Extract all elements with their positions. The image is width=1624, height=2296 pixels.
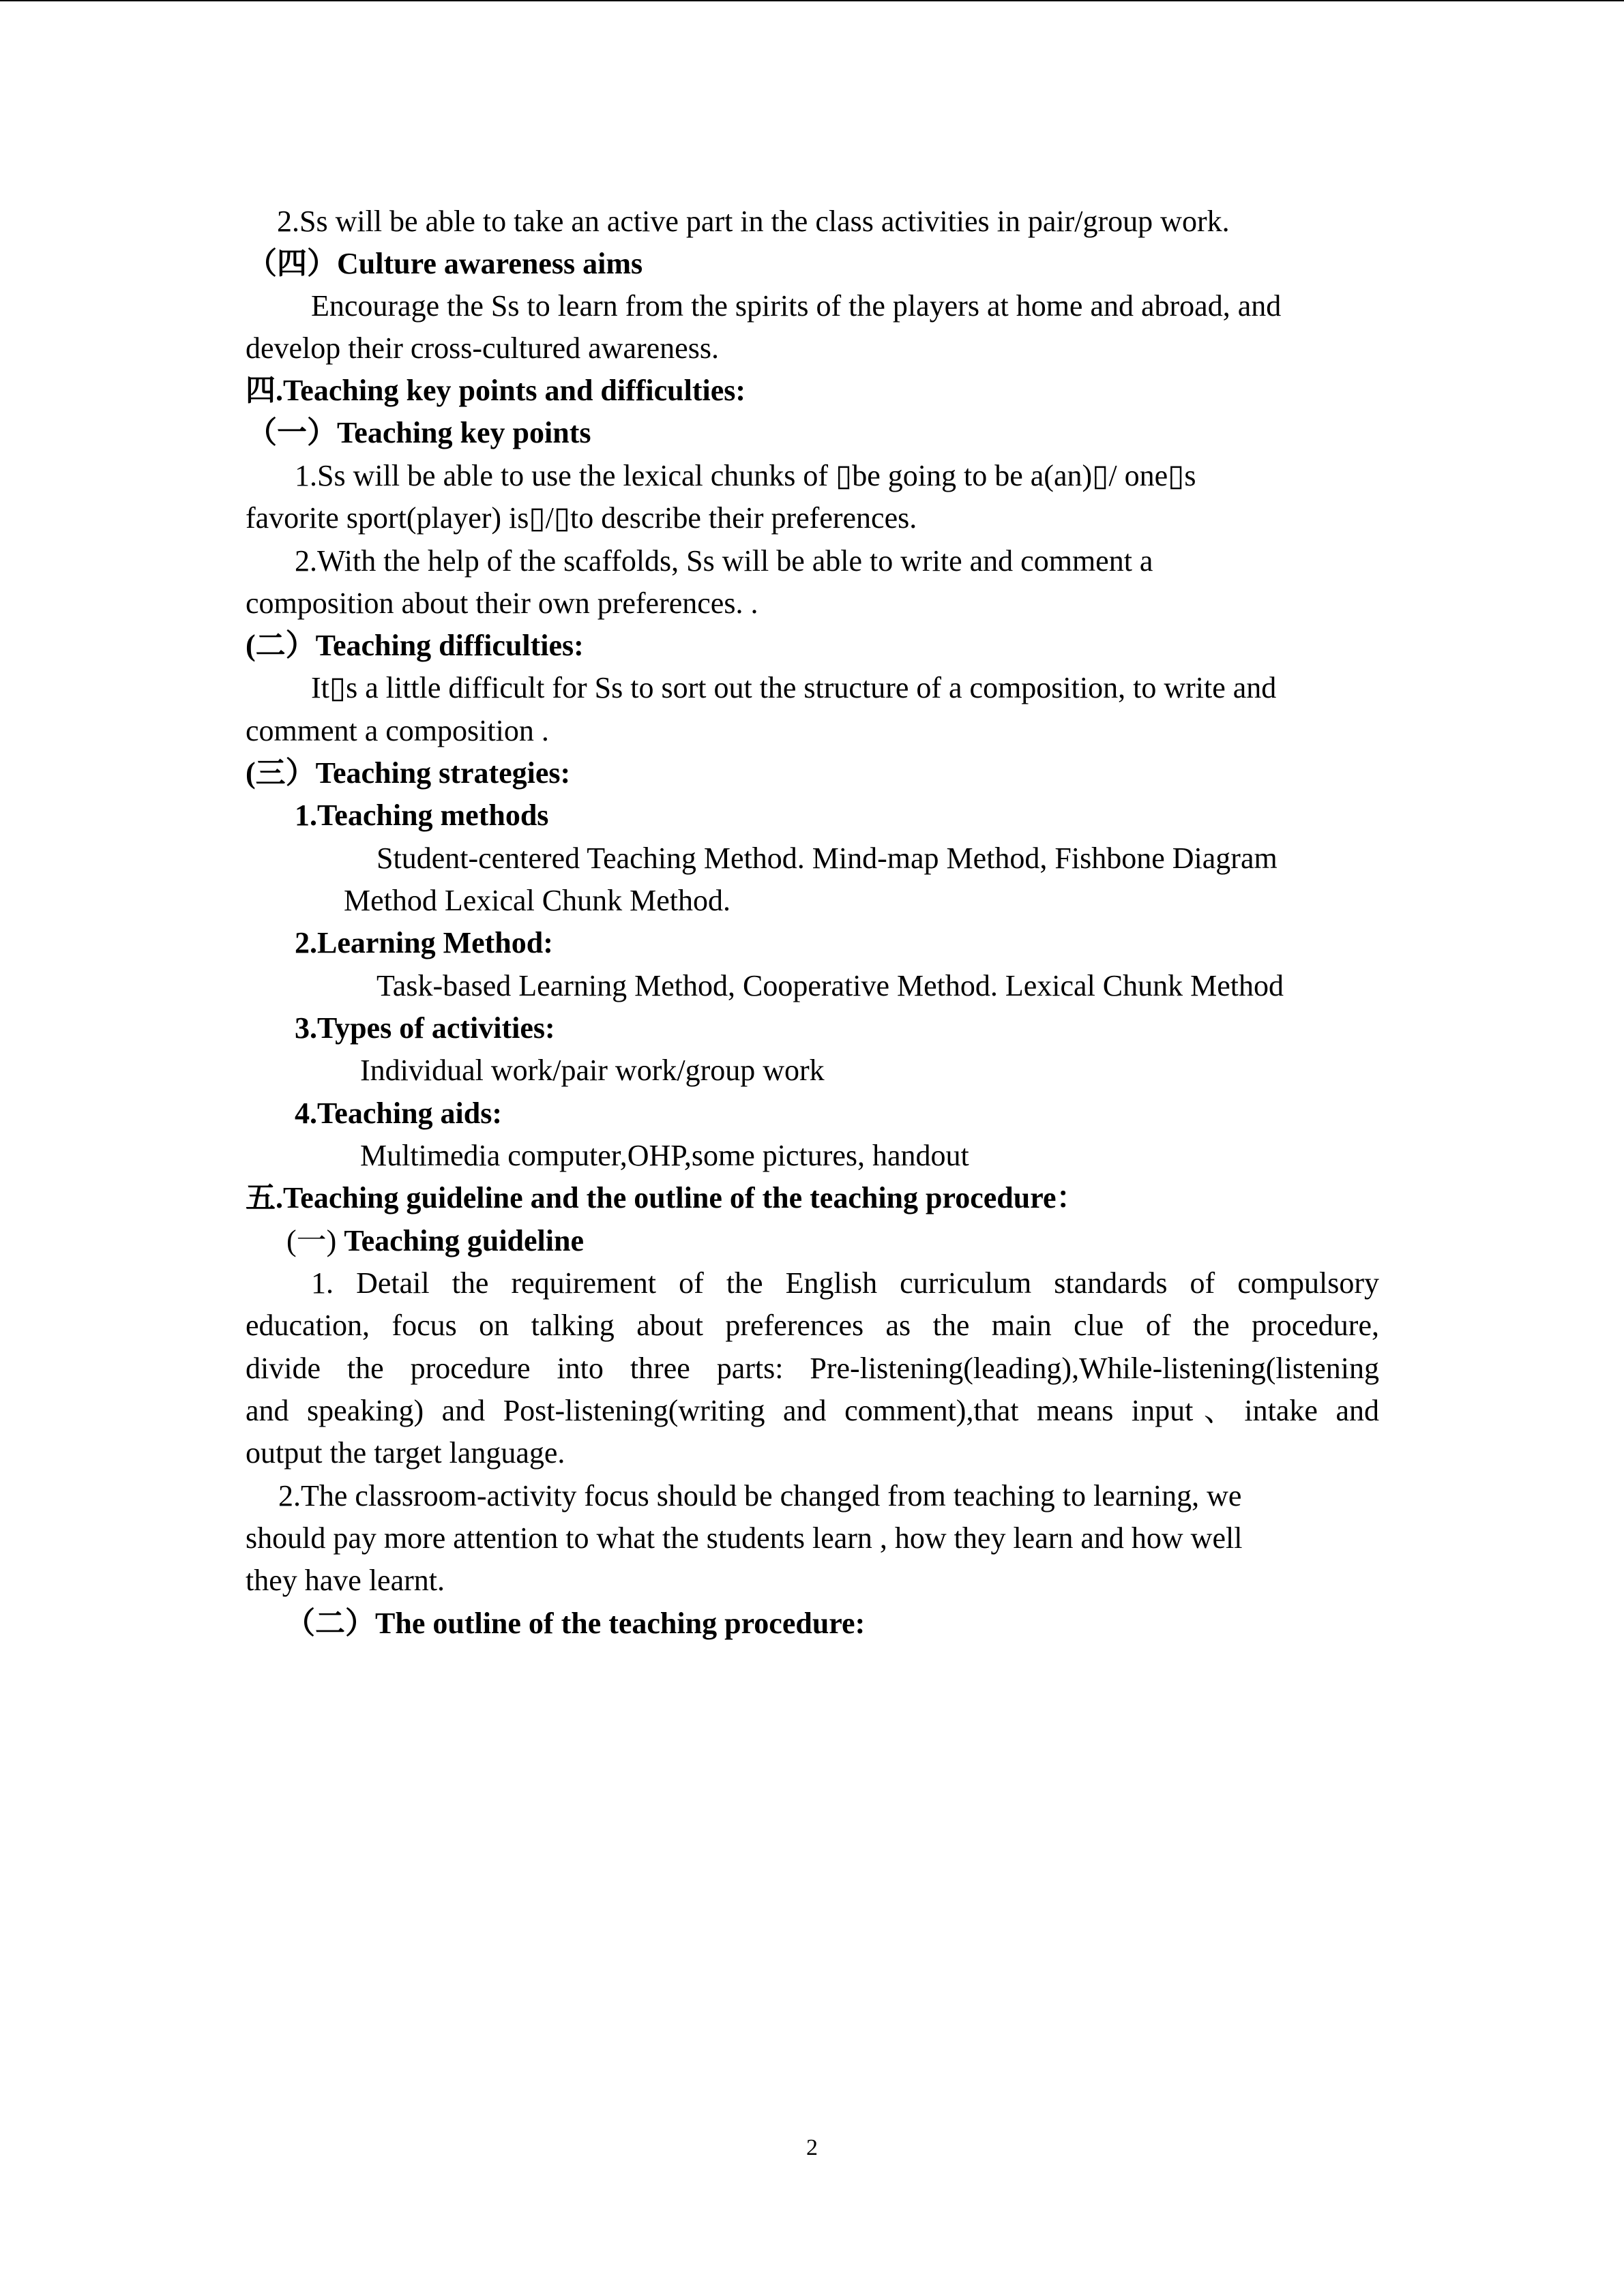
text-line: Task-based Learning Method, Cooperative Method. Lexical Chunk Method [377, 969, 1284, 1002]
text-line: they have learnt. [246, 1564, 445, 1597]
subsection-heading [286, 1220, 584, 1262]
subsection-heading: (二）Teaching difficulties: [246, 629, 584, 662]
text-line: Multimedia computer,OHP,some pictures, handout [360, 1139, 969, 1172]
list-heading: 2.Learning Method: [295, 926, 553, 959]
text-line: Method Lexical Chunk Method. [344, 884, 731, 917]
page-number: 2 [806, 2135, 818, 2160]
text-line: 2.Ss will be able to take an active part in the class activities in pair/group work. [277, 205, 1230, 238]
subsection-heading: （一）Teaching key points [247, 416, 591, 449]
text-line: should pay more attention to what the students learn , how they learn and how well [246, 1521, 1243, 1555]
text-line: comment a composition . [246, 714, 549, 747]
subsection-title: Teaching guideline [344, 1224, 584, 1257]
text-line: and speaking) and Post-listening(writing and comment),that means input、intake and [246, 1394, 1379, 1427]
subsection-marker: (一) [286, 1224, 344, 1257]
text-line: favorite sport(player) is▯/▯to describe their preferences. [246, 501, 917, 535]
list-heading: 1.Teaching methods [295, 799, 549, 832]
section-heading: （四）Culture awareness aims [247, 247, 643, 280]
text-line: education, focus on talking about preferences as the main clue of the procedure, [246, 1309, 1379, 1342]
text-line: 1.Ss will be able to use the lexical chunks of ▯be going to be a(an)▯/ one▯s [295, 459, 1196, 492]
list-heading: 3.Types of activities: [295, 1011, 555, 1045]
text-line: 2.The classroom-activity focus should be changed from teaching to learning, we [278, 1479, 1242, 1512]
text-line: 2.With the help of the scaffolds, Ss will be able to write and comment a [295, 544, 1153, 578]
text-line: Student-centered Teaching Method. Mind-map Method, Fishbone Diagram [377, 841, 1278, 875]
section-heading: 四.Teaching key points and difficulties: [246, 374, 746, 407]
text-line: output the target language. [246, 1436, 565, 1470]
text-line: composition about their own preferences. . [246, 586, 758, 620]
section-heading: 五.Teaching guideline and the outline of the teaching procedure： [246, 1181, 1087, 1214]
list-heading: 4.Teaching aids: [295, 1097, 503, 1130]
text-line: It▯s a little difficult for Ss to sort out the structure of a composition, to write and [311, 671, 1277, 704]
text-line: divide the procedure into three parts: Pre-listening(leading),While-listening(listening [246, 1352, 1379, 1385]
text-line: develop their cross-cultured awareness. [246, 331, 719, 365]
subsection-heading: (三）Teaching strategies: [246, 756, 571, 790]
subsection-heading: （二）The outline of the teaching procedure: [285, 1607, 866, 1640]
text-line: Individual work/pair work/group work [360, 1054, 825, 1087]
text-line: Encourage the Ss to learn from the spirits of the players at home and abroad, and [311, 289, 1282, 323]
text-line: 1. Detail the requirement of the English curriculum standards of compulsory [311, 1266, 1379, 1300]
